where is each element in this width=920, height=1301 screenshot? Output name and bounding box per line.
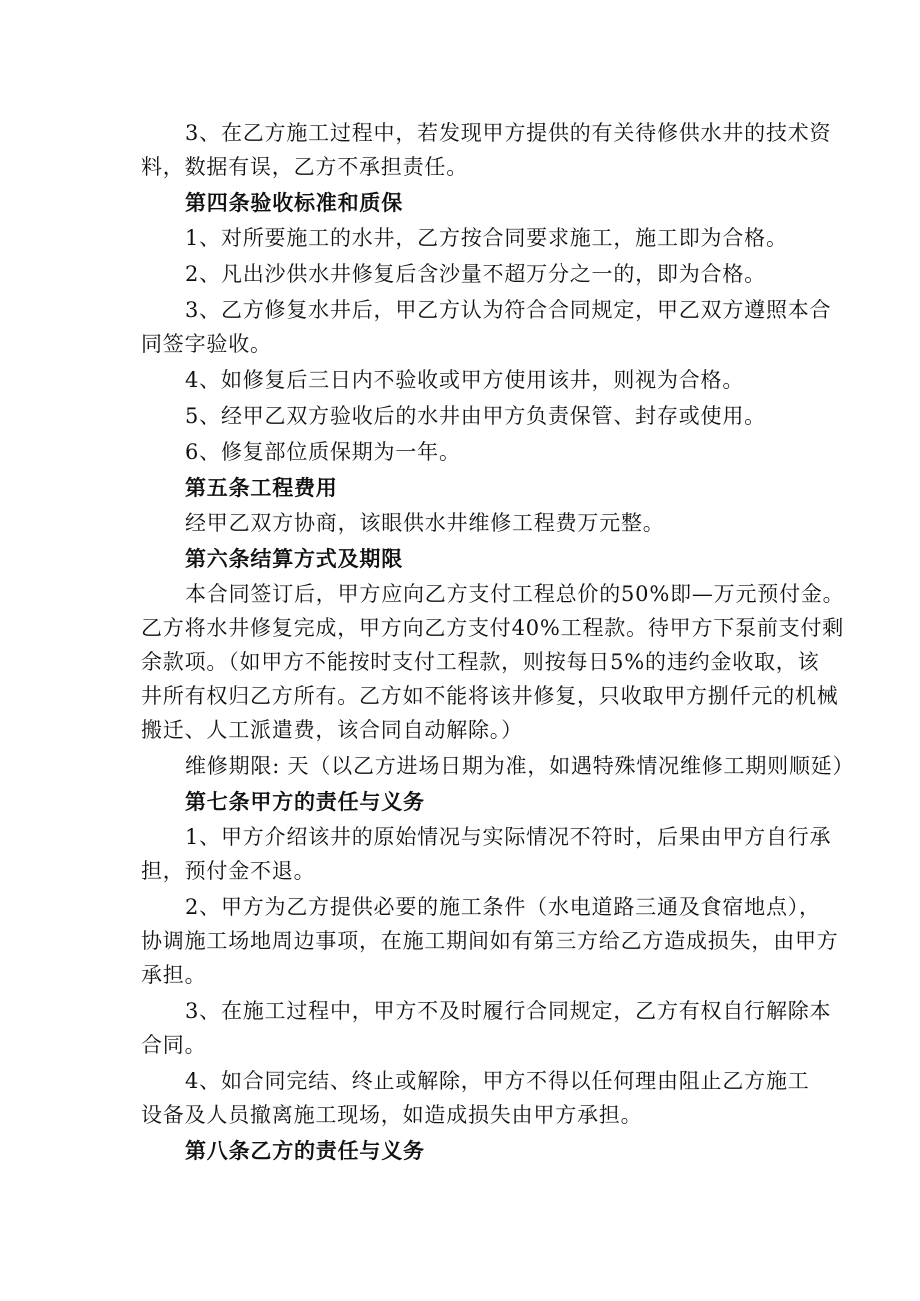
art6-para2: 维修期限: 天（以乙方进场日期为准，如遇特殊情况维修工期则顺延） (185, 754, 855, 778)
art4-item2: 2、凡出沙供水井修复后含沙量不超万分之一的，即为合格。 (185, 262, 766, 286)
art4-item3-line1: 3、乙方修复水井后，甲乙方认为符合合同规定，甲乙双方遵照本合 (185, 298, 832, 322)
art4-item6: 6、修复部位质保期为一年。 (185, 440, 461, 464)
art7-item2-line2: 协调施工场地周边事项，在施工期间如有第三方给乙方造成损失，由甲方 (141, 929, 839, 953)
art4-item4: 4、如修复后三日内不验收或甲方使用该井，则视为合格。 (185, 368, 745, 392)
art7-item3-line2: 合同。 (141, 1033, 207, 1057)
art7-item1-line2: 担，预付金不退。 (141, 859, 316, 883)
art7-item4-line1: 4、如合同完结、终止或解除，甲方不得以任何理由阻止乙方施工 (185, 1069, 810, 1093)
art7-item4-line2: 设备及人员撤离施工现场，如造成损失由甲方承担。 (141, 1103, 643, 1127)
article4-heading: 第四条验收标准和质保 (185, 190, 403, 215)
article6-heading: 第六条结算方式及期限 (185, 546, 403, 571)
art7-item2-line3: 承担。 (141, 963, 207, 987)
art4-item3-line2: 同签字验收。 (141, 332, 272, 356)
article7-heading: 第七条甲方的责任与义务 (185, 789, 425, 814)
article8-heading: 第八条乙方的责任与义务 (185, 1138, 425, 1163)
art6-para1-line1: 本合同签订后，甲方应向乙方支付工程总价的50%即—万元预付金。 (185, 582, 845, 606)
art4-item5: 5、经甲乙双方验收后的水井由甲方负责保管、封存或使用。 (185, 404, 766, 428)
art3-item3-line2: 料，数据有误，乙方不承担责任。 (141, 155, 468, 179)
art6-para1-line2: 乙方将水井修复完成，甲方向乙方支付40%工程款。待甲方下泵前支付剩 (141, 616, 845, 640)
art7-item1-line1: 1、甲方介绍该井的原始情况与实际情况不符时，后果由甲方自行承 (185, 825, 832, 849)
art7-item3-line1: 3、在施工过程中，甲方不及时履行合同规定，乙方有权自行解除本 (185, 999, 832, 1023)
art4-item1: 1、对所要施工的水井，乙方按合同要求施工，施工即为合格。 (185, 226, 788, 250)
art6-para1-line3: 余款项。（如甲方不能按时支付工程款，则按每日5%的违约金收取，该 (141, 650, 820, 674)
art7-item2-line1: 2、甲方为乙方提供必要的施工条件（水电道路三通及食宿地点）， (185, 895, 821, 919)
art6-para1-line5: 搬迁、人工派遣费，该合同自动解除。） (141, 718, 523, 742)
article5-heading: 第五条工程费用 (185, 475, 338, 500)
art6-para1-line4: 井所有权归乙方所有。乙方如不能将该井修复，只收取甲方捌仟元的机械 (141, 684, 839, 708)
art5-text: 经甲乙双方协商，该眼供水井维修工程费万元整。 (185, 511, 665, 535)
art3-item3-line1: 3、在乙方施工过程中，若发现甲方提供的有关待修供水井的技术资 (185, 121, 832, 145)
